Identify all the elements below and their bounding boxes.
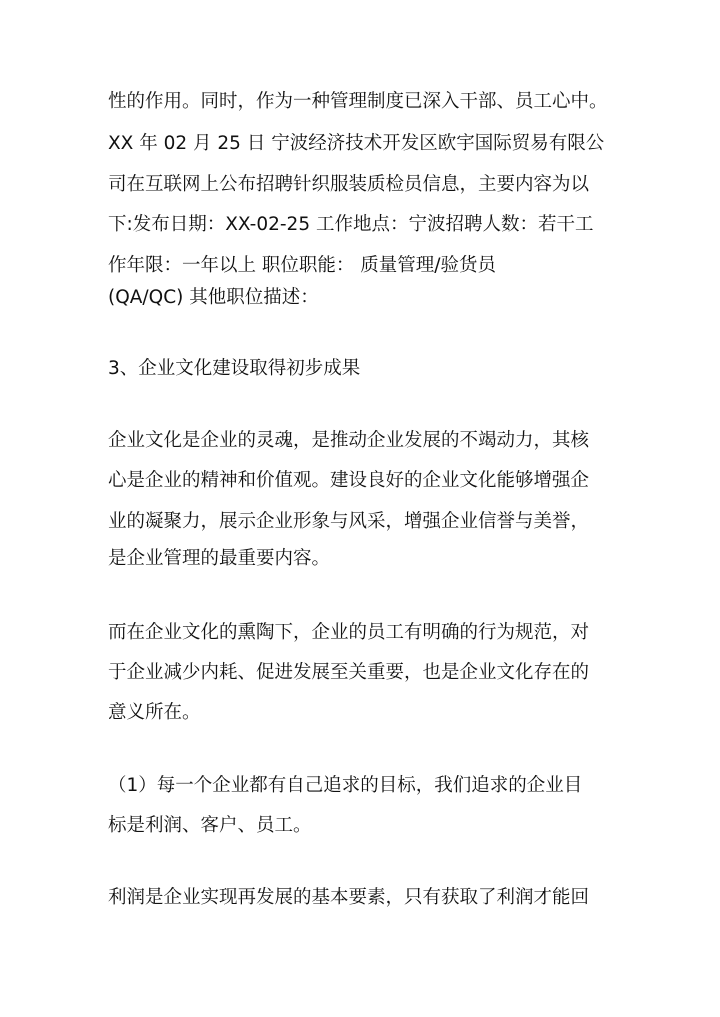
paragraph-line: 是企业管理的最重要内容。 [108, 548, 331, 569]
paragraph-line: 下:发布日期：XX-02-25 工作地点：宁波招聘人数：若干工 [108, 214, 594, 235]
paragraph-line: 业的凝聚力，展示企业形象与风采，增强企业信誉与美誉， [108, 511, 590, 532]
paragraph-line: 意义所在。 [108, 702, 201, 723]
paragraph-line: 标是利润、客户、员工。 [108, 815, 312, 836]
paragraph-line: 于企业减少内耗、促进发展至关重要，也是企业文化存在的 [108, 662, 590, 683]
paragraph-line: 作年限：一年以上 职位职能： 质量管理/验货员 [108, 255, 496, 276]
paragraph-line: XX 年 02 月 25 日 宁波经济技术开发区欧宇国际贸易有限公 [108, 133, 605, 154]
paragraph-line: 利润是企业实现再发展的基本要素，只有获取了利润才能回 [108, 887, 590, 908]
paragraph-line: 司在互联网上公布招聘针织服装质检员信息，主要内容为以 [108, 174, 590, 195]
paragraph-line: 而在企业文化的熏陶下，企业的员工有明确的行为规范，对 [108, 622, 590, 643]
section-heading: 3、企业文化建设取得初步成果 [108, 358, 361, 379]
paragraph-line: 企业文化是企业的灵魂，是推动企业发展的不竭动力，其核 [108, 430, 590, 451]
paragraph-line: 心是企业的精神和价值观。建设良好的企业文化能够增强企 [108, 470, 590, 491]
paragraph-line: 性的作用。同时，作为一种管理制度已深入干部、员工心中。 [108, 91, 608, 112]
paragraph-line: (QA/QC) 其他职位描述： [108, 287, 319, 308]
paragraph-line: （1）每一个企业都有自己追求的目标，我们追求的企业目 [108, 775, 583, 796]
